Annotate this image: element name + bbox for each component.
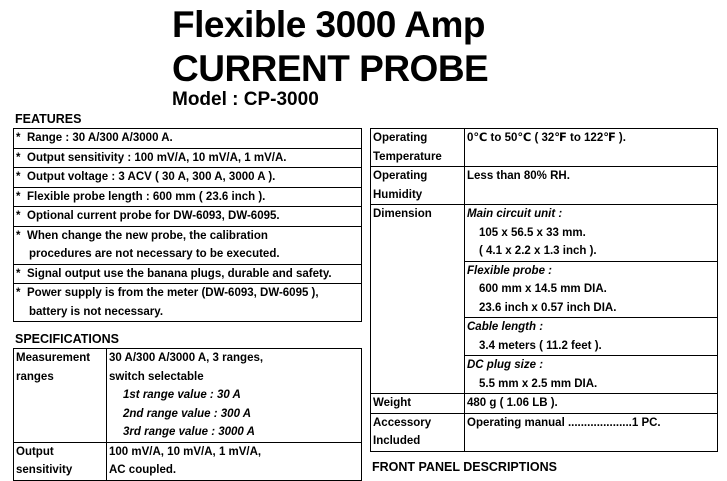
feature-line — [16, 168, 359, 187]
feature-text: Output sensitivity : 100 mV/A, 10 mV/A, 1 mV/A. — [27, 151, 287, 164]
features-list — [14, 129, 362, 322]
feature-line — [16, 265, 359, 284]
feature-text: When change the new probe, the calibration — [27, 229, 268, 242]
cable-value: 3.4 meters ( 11.2 feet ). — [479, 339, 602, 352]
bullet-star: * — [16, 229, 21, 242]
feature-text: Output voltage : 3 ACV ( 30 A, 300 A, 3000 A ). — [27, 171, 276, 183]
spec-value-measurement — [107, 349, 362, 443]
plug-heading: DC plug size : — [467, 359, 544, 371]
bullet-star: * — [16, 210, 21, 222]
dimension-dc-plug — [465, 356, 717, 393]
main-unit-imperial: ( 4.1 x 2.2 x 1.3 inch ). — [479, 245, 597, 257]
value-accessory: Operating manual ....................1 PC. — [465, 413, 718, 451]
feature-line — [16, 207, 359, 226]
label-accessory — [371, 413, 465, 451]
feature-line: battery is not necessary. — [29, 305, 164, 318]
specifications-table — [13, 348, 362, 481]
plug-value: 5.5 mm x 2.5 mm DIA. — [479, 377, 598, 390]
feature-line: procedures are not necessary to be executed. — [29, 248, 280, 260]
label-operating-humidity-line2: Humidity — [373, 188, 423, 201]
spec-value-output-line2: AC coupled. — [109, 464, 177, 476]
features-heading: FEATURES — [15, 112, 82, 126]
feature-item — [14, 129, 362, 149]
value-dimension — [465, 205, 718, 394]
feature-row — [14, 129, 362, 149]
range-value-2: 2nd range value : 300 A — [123, 407, 252, 420]
spec-label-measurement-line2: ranges — [16, 370, 54, 383]
spec-label-measurement — [14, 349, 107, 443]
spec-value-measurement-line2: switch selectable — [109, 370, 204, 383]
probe-imperial: 23.6 inch x 0.57 inch DIA. — [479, 301, 617, 314]
bullet-star: * — [16, 132, 21, 144]
specifications-heading: SPECIFICATIONS — [15, 332, 119, 346]
spec-value-output-line1: 100 mV/A, 10 mV/A, 1 mV/A, — [109, 445, 262, 458]
title-line-2: CURRENT PROBE — [172, 48, 489, 89]
bullet-star: * — [16, 171, 21, 183]
probe-metric: 600 mm x 14.5 mm DIA. — [479, 283, 607, 295]
feature-item — [14, 187, 362, 207]
label-operating-humidity-line1: Operating — [373, 170, 428, 182]
range-value-1: 1st range value : 30 A — [123, 389, 241, 401]
row-operating-temperature — [371, 129, 718, 167]
bullet-star: * — [16, 151, 21, 164]
feature-row — [14, 226, 362, 264]
row-dimension — [371, 205, 718, 394]
bullet-star: * — [16, 267, 21, 280]
feature-line — [16, 188, 359, 207]
feature-text: Power supply is from the meter (DW-6093, DW-6095 ), — [27, 287, 319, 299]
title-line-1: Flexible 3000 Amp — [172, 4, 485, 45]
value-operating-humidity: Less than 80% RH. — [465, 167, 718, 205]
feature-row — [14, 148, 362, 168]
dimension-cable-length — [465, 318, 717, 356]
feature-line — [16, 149, 359, 168]
bullet-star: * — [16, 287, 21, 299]
range-value-3: 3rd range value : 3000 A — [123, 426, 255, 438]
spec-label-measurement-line1: Measurement — [16, 352, 91, 364]
label-accessory-line1: Accessory — [373, 416, 432, 429]
label-weight: Weight — [371, 394, 465, 414]
label-operating-humidity — [371, 167, 465, 205]
feature-text: Optional current probe for DW-6093, DW-6095. — [27, 210, 280, 222]
row-operating-humidity — [371, 167, 718, 205]
feature-row — [14, 284, 362, 322]
spec-row-output — [14, 442, 362, 480]
front-panel-heading: FRONT PANEL DESCRIPTIONS — [372, 460, 557, 474]
label-operating-temperature-line1: Operating — [373, 132, 428, 144]
spec-value-measurement-line1: 30 A/300 A/3000 A, 3 ranges, — [109, 352, 264, 364]
spec-value-output — [107, 442, 362, 480]
label-operating-temperature-line2: Temperature — [373, 150, 442, 163]
dimension-main-unit — [465, 205, 717, 262]
feature-item — [14, 284, 362, 322]
feature-text: Flexible probe length : 600 mm ( 23.6 inch ). — [27, 190, 266, 203]
feature-line — [16, 129, 359, 148]
cable-heading: Cable length : — [467, 321, 544, 333]
label-dimension: Dimension — [371, 205, 465, 394]
feature-text: Signal output use the banana plugs, durable and safety. — [27, 267, 332, 280]
bullet-star: * — [16, 190, 21, 203]
model-label: Model : CP-3000 — [172, 89, 319, 110]
spec-row-measurement — [14, 349, 362, 443]
feature-row — [14, 207, 362, 227]
spec-label-output — [14, 442, 107, 480]
feature-item — [14, 148, 362, 168]
feature-item — [14, 207, 362, 227]
feature-item — [14, 264, 362, 284]
label-accessory-line2: Included — [373, 435, 421, 447]
feature-line — [16, 227, 359, 246]
probe-heading: Flexible probe : — [467, 264, 552, 277]
specs-right-table — [370, 128, 718, 452]
label-operating-temperature — [371, 129, 465, 167]
main-unit-heading: Main circuit unit : — [467, 208, 563, 220]
feature-line — [16, 284, 359, 303]
dimension-flexible-probe — [465, 262, 717, 319]
features-table — [13, 128, 362, 322]
feature-item — [14, 226, 362, 264]
feature-row — [14, 264, 362, 284]
row-weight — [371, 394, 718, 414]
main-unit-metric: 105 x 56.5 x 33 mm. — [479, 226, 586, 239]
feature-item — [14, 168, 362, 188]
spec-label-output-line2: sensitivity — [16, 464, 73, 476]
row-accessory — [371, 413, 718, 451]
value-operating-temperature: 0℃ to 50℃ ( 32℉ to 122℉ ). — [465, 129, 718, 167]
feature-text: Range : 30 A/300 A/3000 A. — [27, 132, 173, 144]
value-weight: 480 g ( 1.06 LB ). — [465, 394, 718, 414]
spec-label-output-line1: Output — [16, 445, 54, 458]
feature-row — [14, 168, 362, 188]
feature-row — [14, 187, 362, 207]
